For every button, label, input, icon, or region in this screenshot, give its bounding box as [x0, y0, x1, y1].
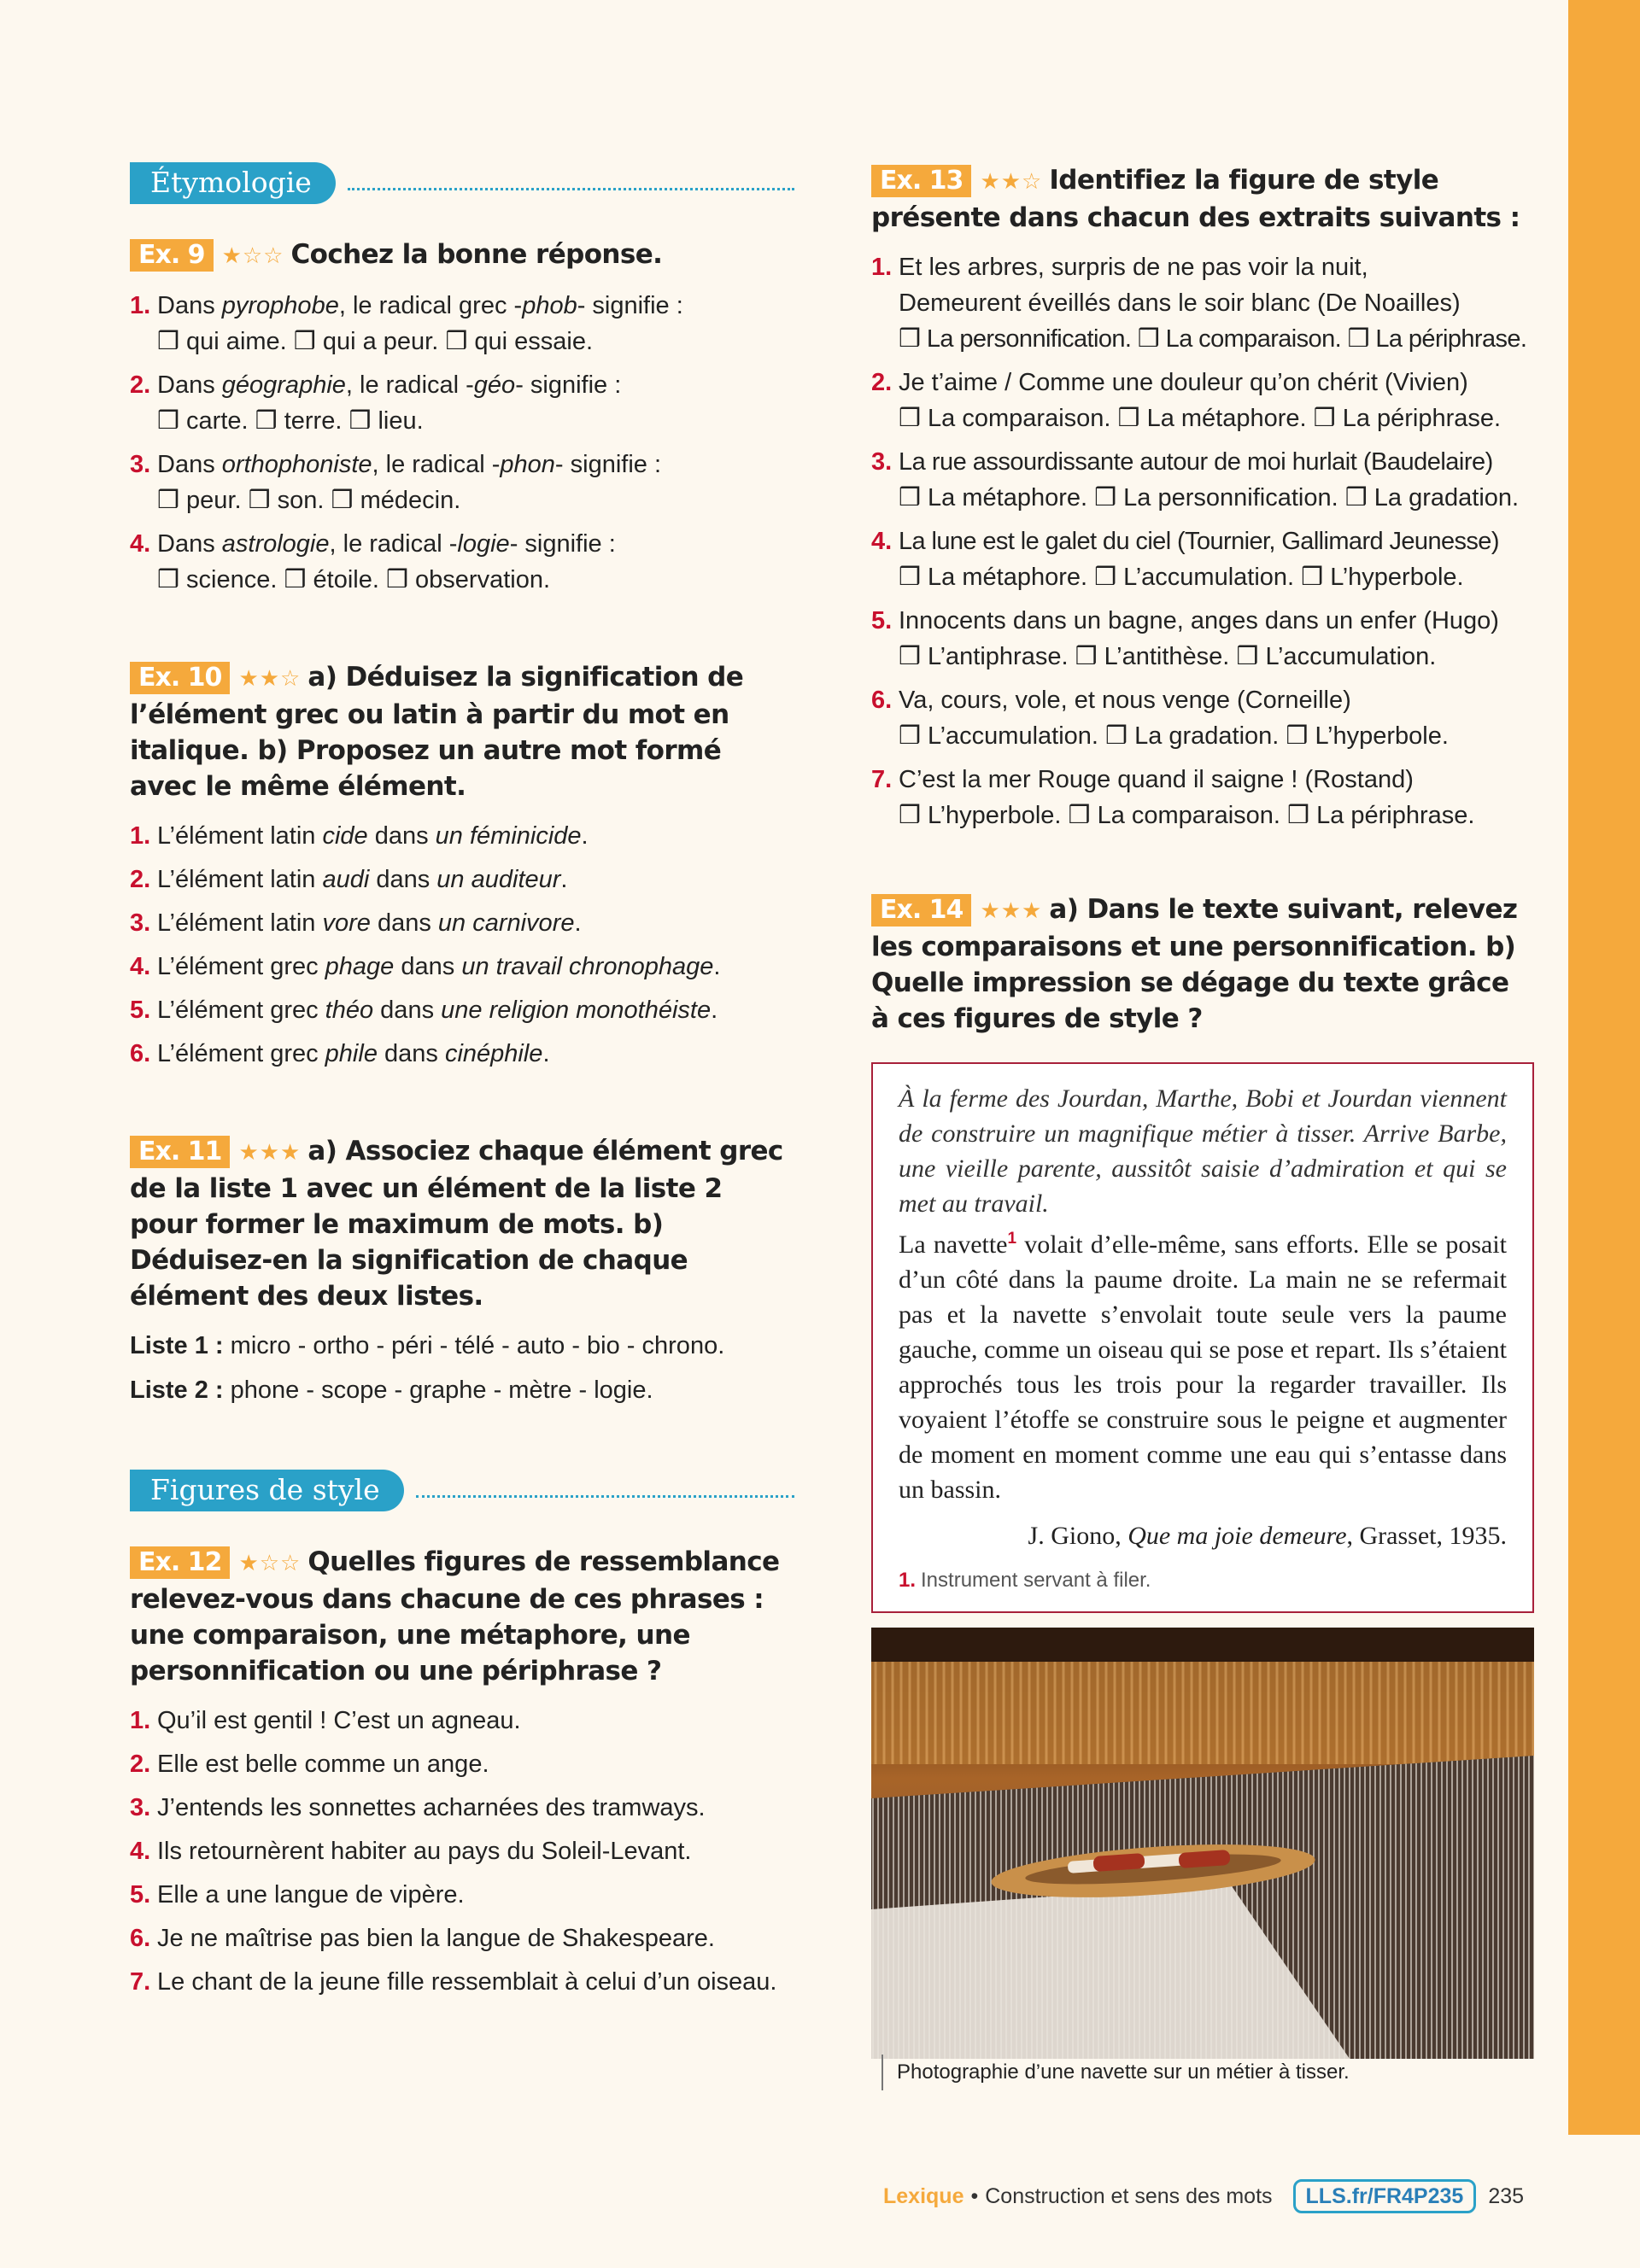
- answer-options[interactable]: ❒ La personnification. ❒ La comparaison. ❒ La périphrase.: [899, 325, 1527, 353]
- exercise-badge: Ex. 12: [130, 1546, 230, 1579]
- item-text: L’élément latin audi dans un auditeur.: [157, 866, 568, 893]
- item-text: Dans orthophoniste, le radical -phon- signifie : ❒ peur. ❒ son. ❒ médecin.: [157, 451, 662, 514]
- page-number: 235: [1488, 2183, 1525, 2208]
- exercise-instruction: a) Dans le texte suivant, relevez les comparaisons et une personnification. b) Quelle impression se dégage du texte grâce à ces figures de style ?: [871, 894, 1518, 1034]
- item-text: Dans géographie, le radical -géo- signifie : ❒ carte. ❒ terre. ❒ lieu.: [157, 371, 622, 435]
- list-item: [871, 444, 1534, 516]
- item-text: L’élément grec phile dans cinéphile.: [157, 1040, 550, 1067]
- item-text: L’élément latin cide dans un féminicide.: [157, 822, 589, 850]
- answer-options[interactable]: ❒ qui aime. ❒ qui a peur. ❒ qui essaie.: [157, 328, 594, 355]
- list-item: [130, 1877, 794, 1913]
- item-number: 3.: [130, 451, 151, 478]
- exercise-header: [871, 891, 1534, 1037]
- exercise-badge: Ex. 11: [130, 1136, 230, 1168]
- section-title: Étymologie: [130, 162, 336, 204]
- item-list: [130, 818, 794, 1072]
- item-number: 1.: [130, 1707, 151, 1734]
- word-lists: [130, 1328, 794, 1408]
- item-number: 2.: [130, 1751, 151, 1778]
- item-number: 6.: [871, 687, 893, 714]
- exercise-12: [130, 1544, 794, 2000]
- list-item: [871, 762, 1534, 833]
- dotted-rule: [416, 1495, 794, 1498]
- exercise-instruction: a) Déduisez la signification de l’élément grec ou latin à partir du mot en italique. b) Proposez un autre mot formé avec le même élément.: [130, 662, 744, 802]
- list-item: [871, 523, 1534, 595]
- item-text: C’est la mer Rouge quand il saigne ! (Rostand) ❒ L’hyperbole. ❒ La comparaison. ❒ La périphrase.: [899, 766, 1475, 829]
- footer-section: Lexique: [883, 2183, 964, 2208]
- section-header-figures: [130, 1470, 794, 1511]
- item-number: 3.: [130, 1794, 151, 1821]
- exercise-11: [130, 1133, 794, 1408]
- list-item: [130, 862, 794, 897]
- exercise-10: [130, 659, 794, 1072]
- item-number: 2.: [130, 866, 151, 893]
- dotted-rule: [348, 188, 794, 190]
- difficulty-stars-icon: ★★★: [980, 898, 1043, 924]
- photo-caption: Photographie d’une navette sur un métier à tisser.: [882, 2055, 1350, 2090]
- item-text: Et les arbres, surpris de ne pas voir la nuit, Demeurent éveillés dans le soir blanc (De Noailles) ❒ La personnification. ❒ La comparaison. ❒ La périphrase.: [899, 254, 1527, 353]
- list-item: [130, 1703, 794, 1739]
- item-text: Elle a une langue de vipère.: [157, 1881, 465, 1909]
- loom-reed: [871, 1662, 1534, 1764]
- list-item: [130, 1964, 794, 2000]
- list-item: [871, 682, 1534, 754]
- list-item: [130, 526, 794, 598]
- item-text: J’entends les sonnettes acharnées des tramways.: [157, 1794, 706, 1821]
- item-number: 1.: [130, 292, 151, 319]
- answer-options[interactable]: ❒ La comparaison. ❒ La métaphore. ❒ La périphrase.: [899, 405, 1502, 432]
- exercise-instruction: a) Associez chaque élément grec de la liste 1 avec un élément de la liste 2 pour former le maximum de mots. b) Déduisez-en la signification de chaque élément des deux listes.: [130, 1136, 783, 1312]
- item-text: Le chant de la jeune fille ressemblait à celui d’un oiseau.: [157, 1968, 777, 1996]
- item-number: 2.: [130, 371, 151, 399]
- item-number: 1.: [871, 254, 893, 281]
- item-text: Dans pyrophobe, le radical grec -phob- signifie : ❒ qui aime. ❒ qui a peur. ❒ qui essaie.: [157, 292, 683, 355]
- item-number: 4.: [130, 1838, 151, 1865]
- item-number: 5.: [871, 607, 893, 634]
- answer-options[interactable]: ❒ La métaphore. ❒ La personnification. ❒ La gradation.: [899, 484, 1520, 511]
- item-text: Va, cours, vole, et nous venge (Corneille) ❒ L’accumulation. ❒ La gradation. ❒ L’hyperbole.: [899, 687, 1449, 750]
- exercise-badge: Ex. 14: [871, 894, 971, 926]
- exercise-badge: Ex. 9: [130, 239, 214, 272]
- left-column: [130, 162, 794, 2024]
- exercise-header: [871, 162, 1534, 236]
- list-item: [871, 365, 1534, 436]
- answer-options[interactable]: ❒ peur. ❒ son. ❒ médecin.: [157, 487, 461, 514]
- answer-options[interactable]: ❒ La métaphore. ❒ L’accumulation. ❒ L’hyperbole.: [899, 564, 1464, 591]
- item-text: La rue assourdissante autour de moi hurlait (Baudelaire) ❒ La métaphore. ❒ La personnification. ❒ La gradation.: [899, 448, 1520, 511]
- section-title: Figures de style: [130, 1470, 404, 1511]
- item-list: [130, 1703, 794, 2000]
- loom-shuttle-photo: [871, 1628, 1534, 2059]
- difficulty-stars-icon: ★★★: [238, 1140, 302, 1166]
- item-list: [871, 249, 1534, 833]
- exercise-header: [130, 1133, 794, 1314]
- loom-illustration: [871, 1628, 1534, 2059]
- item-text: Elle est belle comme un ange.: [157, 1751, 489, 1778]
- list-item: [130, 905, 794, 941]
- item-text: L’élément latin vore dans un carnivore.: [157, 909, 582, 937]
- list-item: [130, 992, 794, 1028]
- exercise-instruction: Cochez la bonne réponse.: [290, 239, 663, 270]
- item-list: [130, 288, 794, 598]
- item-number: 6.: [130, 1925, 151, 1952]
- list-2: Liste 2 : phone - scope - graphe - mètre - logie.: [130, 1377, 653, 1404]
- side-color-band: [1568, 0, 1640, 2135]
- section-header-etymologie: [130, 162, 794, 204]
- footer-chapter: Construction et sens des mots: [985, 2183, 1273, 2208]
- item-text: La lune est le galet du ciel (Tournier, Gallimard Jeunesse) ❒ La métaphore. ❒ L’accumulation. ❒ L’hyperbole.: [899, 528, 1499, 591]
- item-text: Je t’aime / Comme une douleur qu’on chérit (Vivien) ❒ La comparaison. ❒ La métaphore. ❒ La périphrase.: [899, 369, 1502, 432]
- exercise-9: [130, 237, 794, 598]
- exercise-header: [130, 237, 794, 274]
- loom-beam: [871, 1628, 1534, 1662]
- exercise-instruction: Quelles figures de ressemblance relevez-vous dans chacune de ces phrases : une comparaison, une métaphore, une personnification ou une périphrase ?: [130, 1546, 780, 1686]
- item-number: 7.: [130, 1968, 151, 1996]
- passage-source: J. Giono, Que ma joie demeure, Grasset, 1935.: [1028, 1522, 1507, 1550]
- item-text: Dans astrologie, le radical -logie- signifie : ❒ science. ❒ étoile. ❒ observation.: [157, 530, 616, 593]
- passage-body: La navette$^1$ volait d’elle-même, sans efforts. Elle se posait d’un côté dans la paume droite. La main ne se refermait pas et la navette s’envolait toute seule vers la paume gauche, comme un oiseau qui se pose et repart. Ils s’étaient approchés tous les trois pour la regarder travailler. Ils voyaient l’étoffe se construire sous le peigne et augmenter de moment en moment comme une eau qui s’entasse dans un bassin.: [899, 1230, 1507, 1504]
- footnote-ref[interactable]: 1: [1007, 1230, 1017, 1248]
- exercise-header: [130, 659, 794, 804]
- exercise-badge: Ex. 10: [130, 662, 230, 694]
- list-item: [130, 288, 794, 359]
- difficulty-stars-icon: ★★☆: [238, 666, 302, 692]
- difficulty-stars-icon: ★☆☆: [221, 243, 284, 269]
- exercise-13: [871, 162, 1534, 833]
- item-text: L’élément grec théo dans une religion monothéiste.: [157, 997, 718, 1024]
- answer-options[interactable]: ❒ L’antiphrase. ❒ L’antithèse. ❒ L’accumulation.: [899, 643, 1437, 670]
- exercise-14: [871, 891, 1534, 1613]
- item-number: 3.: [130, 909, 151, 937]
- item-number: 1.: [130, 822, 151, 850]
- list-item: [871, 603, 1534, 675]
- item-number: 4.: [871, 528, 893, 555]
- passage-intro: À la ferme des Jourdan, Marthe, Bobi et Jourdan viennent de construire un magnifique métier à tisser. Arrive Barbe, une vieille parente, aussitôt saisie d’admiration et qui se met au travail.: [899, 1084, 1507, 1218]
- footnote: 1. Instrument servant à filer.: [899, 1569, 1151, 1592]
- answer-options[interactable]: ❒ science. ❒ étoile. ❒ observation.: [157, 566, 551, 593]
- list-item: [130, 1746, 794, 1782]
- list-item: [130, 1036, 794, 1072]
- list-item: [130, 367, 794, 439]
- item-number: 5.: [130, 1881, 151, 1909]
- exercise-badge: Ex. 13: [871, 165, 971, 197]
- list-item: [130, 818, 794, 854]
- difficulty-stars-icon: ★☆☆: [238, 1551, 302, 1576]
- list-item: [871, 249, 1534, 357]
- item-number: 4.: [130, 953, 151, 980]
- page-footer: [883, 2179, 1524, 2213]
- answer-options[interactable]: ❒ L’accumulation. ❒ La gradation. ❒ L’hyperbole.: [899, 722, 1449, 750]
- list-item: [130, 447, 794, 518]
- item-number: 6.: [130, 1040, 151, 1067]
- lls-link[interactable]: LLS.fr/FR4P235: [1293, 2179, 1477, 2213]
- item-number: 4.: [130, 530, 151, 558]
- list-item: [130, 949, 794, 985]
- footer-separator: •: [970, 2183, 979, 2208]
- item-text: Ils retournèrent habiter au pays du Soleil-Levant.: [157, 1838, 692, 1865]
- item-number: 5.: [130, 997, 151, 1024]
- list-item: [130, 1920, 794, 1956]
- right-column: [871, 162, 1534, 1637]
- item-text: L’élément grec phage dans un travail chronophage.: [157, 953, 721, 980]
- list-1: Liste 1 : micro - ortho - péri - télé - auto - bio - chrono.: [130, 1332, 725, 1359]
- answer-options[interactable]: ❒ carte. ❒ terre. ❒ lieu.: [157, 407, 424, 435]
- item-number: 2.: [871, 369, 893, 396]
- exercise-instruction: Identifiez la figure de style présente dans chacun des extraits suivants :: [871, 165, 1520, 233]
- item-number: 7.: [871, 766, 893, 793]
- exercise-header: [130, 1544, 794, 1689]
- list-item: [130, 1790, 794, 1826]
- item-text: Innocents dans un bagne, anges dans un enfer (Hugo) ❒ L’antiphrase. ❒ L’antithèse. ❒ L’accumulation.: [899, 607, 1499, 670]
- difficulty-stars-icon: ★★☆: [980, 169, 1043, 195]
- item-number: 3.: [871, 448, 893, 476]
- text-passage: [871, 1062, 1534, 1613]
- item-text: Qu’il est gentil ! C’est un agneau.: [157, 1707, 521, 1734]
- item-text: Je ne maîtrise pas bien la langue de Shakespeare.: [157, 1925, 715, 1952]
- answer-options[interactable]: ❒ L’hyperbole. ❒ La comparaison. ❒ La périphrase.: [899, 802, 1475, 829]
- list-item: [130, 1833, 794, 1869]
